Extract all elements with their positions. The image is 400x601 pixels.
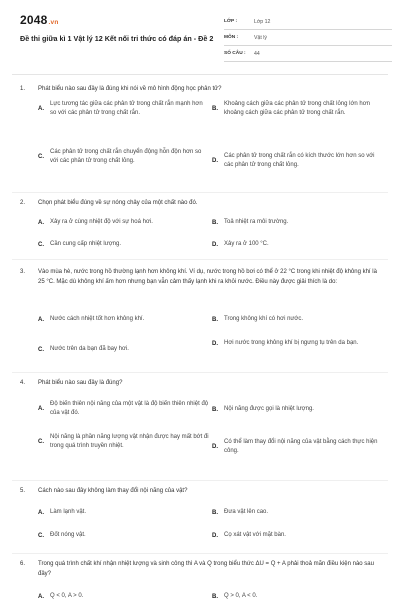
- option-label: A.: [38, 406, 44, 412]
- option-c[interactable]: [38, 531, 210, 540]
- option-text: Lực tương tác giữa các phân tử trong chất rắn mạnh hơn so với các phân tử trong chất rắn.: [50, 101, 203, 116]
- option-text: Khoảng cách giữa các phân tử trong chất lỏng lớn hơn khoảng cách giữa các phân tử trong chất rắn.: [224, 101, 370, 116]
- question-text: [20, 267, 380, 287]
- option-label: B.: [212, 406, 218, 413]
- question-6: [20, 559, 380, 600]
- question-number: 6.: [20, 561, 26, 567]
- option-b[interactable]: [212, 405, 380, 414]
- option-text: Hơi nước trong không khí bị ngưng tụ trên da bạn.: [224, 340, 359, 346]
- question-text: [20, 486, 380, 496]
- option-text: Toả nhiệt ra môi trường.: [224, 219, 289, 225]
- option-label: B.: [212, 593, 218, 600]
- option-b[interactable]: [212, 315, 380, 324]
- option-text: Độ biến thiên nội năng của một vật là độ biến thiên nhiệt độ của vật đó.: [50, 401, 209, 416]
- option-text: Có thể làm thay đổi nội năng của vật bằng cách thực hiện công.: [224, 439, 378, 454]
- option-c[interactable]: [38, 433, 210, 451]
- meta-label: SỐ CÂU :: [224, 51, 246, 56]
- question-text: [20, 378, 380, 388]
- question-4: [20, 378, 380, 454]
- option-label: C.: [38, 241, 44, 248]
- question-3: [20, 267, 380, 353]
- option-text: Trong không khí có hơi nước.: [224, 316, 304, 322]
- question-5: [20, 486, 380, 539]
- question-number: 2.: [20, 200, 26, 206]
- option-label: C.: [38, 439, 44, 445]
- meta-row-subject: [224, 30, 392, 46]
- option-label: B.: [212, 316, 218, 323]
- question-stem: Phát biểu nào sau đây là đúng?: [38, 380, 123, 386]
- question-number: 4.: [20, 380, 26, 386]
- question-stem: Trong quá trình chất khí nhận nhiệt lượng và sinh công thì A và Q trong biểu thức ΔU = Q + A phải thoả mãn điều kiện nào sau đây?: [38, 561, 374, 577]
- question-divider: [12, 259, 388, 260]
- meta-value: Lớp 12: [254, 18, 271, 25]
- question-divider: [12, 372, 388, 373]
- logo-tld: .vn: [48, 19, 59, 26]
- question-number: 3.: [20, 269, 26, 275]
- question-number: 5.: [20, 488, 26, 494]
- question-number: 1.: [20, 86, 26, 92]
- meta-label: MÔN :: [224, 35, 239, 40]
- option-b[interactable]: [212, 100, 380, 118]
- option-d[interactable]: [212, 531, 380, 540]
- question-text: [20, 84, 380, 94]
- question-divider: [12, 553, 388, 554]
- option-text: Đốt nóng vật.: [50, 532, 86, 538]
- option-text: Xảy ra ở 100 °C.: [224, 241, 269, 247]
- option-text: Nội năng là phần năng lượng vật nhận được hay mất bớt đi trong quá trình truyền nhiệt.: [50, 434, 209, 449]
- question-text: [20, 559, 380, 579]
- option-label: C.: [38, 532, 44, 539]
- option-a[interactable]: [38, 315, 210, 324]
- question-stem: Chọn phát biểu đúng về sự nóng chảy của một chất nào đó.: [38, 200, 198, 206]
- exam-meta: [224, 14, 392, 62]
- option-label: A.: [38, 316, 44, 323]
- question-divider: [12, 192, 388, 193]
- option-text: Cần cung cấp nhiệt lượng.: [50, 241, 121, 247]
- option-label: D.: [212, 532, 218, 539]
- option-text: Nội năng được gọi là nhiệt lượng.: [224, 406, 314, 412]
- option-label: C.: [38, 154, 44, 160]
- option-text: Các phân tử trong chất rắn chuyển động hỗn độn hơn so với các phân tử trong chất lỏng.: [50, 149, 202, 164]
- option-d[interactable]: [212, 339, 380, 348]
- header: [0, 0, 400, 62]
- option-label: B.: [212, 106, 218, 112]
- option-a[interactable]: [38, 400, 210, 418]
- option-text: Nước cách nhiệt tốt hơn không khí.: [50, 316, 145, 322]
- option-text: Xảy ra ở cùng nhiệt độ với sự hoá hơi.: [50, 219, 153, 225]
- option-c[interactable]: [38, 148, 210, 166]
- option-label: D.: [212, 158, 218, 164]
- meta-label: LỚP :: [224, 19, 238, 24]
- option-a[interactable]: [38, 100, 210, 118]
- meta-row-count: [224, 46, 392, 62]
- site-logo[interactable]: [20, 13, 59, 27]
- option-text: Q > 0, A < 0.: [224, 593, 258, 599]
- option-label: D.: [212, 340, 218, 347]
- option-c[interactable]: [38, 240, 210, 249]
- option-text: Nước trên da bạn đã bay hơi.: [50, 346, 129, 352]
- option-b[interactable]: [212, 218, 380, 227]
- meta-value: 44: [254, 50, 260, 57]
- option-label: B.: [212, 219, 218, 226]
- option-d[interactable]: [212, 152, 380, 170]
- question-1: [20, 84, 380, 168]
- meta-value: Vật lý: [254, 34, 267, 41]
- option-b[interactable]: [212, 508, 380, 517]
- option-c[interactable]: [38, 345, 210, 354]
- option-text: Các phân tử trong chất rắn có kích thước lớn hơn so với các phân tử trong chất lỏng.: [224, 153, 375, 168]
- option-d[interactable]: [212, 438, 380, 456]
- question-stem: Phát biểu nào sau đây là đúng khi nói về mô hình động học phân tử?: [38, 86, 222, 92]
- option-label: D.: [212, 241, 218, 248]
- option-a[interactable]: [38, 508, 210, 517]
- question-divider: [12, 480, 388, 481]
- option-text: Cọ xát vật với mặt bàn.: [224, 532, 286, 538]
- option-text: Làm lạnh vật.: [50, 509, 87, 515]
- meta-row-class: [224, 14, 392, 30]
- question-text: [20, 198, 380, 208]
- option-d[interactable]: [212, 240, 380, 249]
- question-stem: Vào mùa hè, nước trong hồ thường lạnh hơn không khí. Ví dụ, nước trong hồ bơi có thể ở 22 °C trong khi nhiệt độ không khí là 25 °C. Mặc dù không khí ấm hơn nhưng bạn vẫn cảm thấy lạnh khi ra khỏi nước. Điều này được giải thích là do:: [38, 269, 377, 285]
- option-text: Q < 0, A > 0.: [50, 593, 84, 599]
- question-2: [20, 198, 380, 248]
- logo-brand: 2048: [20, 13, 48, 27]
- option-label: A.: [38, 509, 44, 516]
- header-divider: [12, 74, 388, 75]
- option-label: A.: [38, 219, 44, 226]
- option-label: A.: [38, 593, 44, 600]
- option-text: Đưa vật lên cao.: [224, 509, 269, 515]
- option-label: A.: [38, 106, 44, 112]
- question-stem: Cách nào sau đây không làm thay đổi nội năng của vật?: [38, 488, 188, 494]
- option-label: D.: [212, 444, 218, 450]
- option-a[interactable]: [38, 218, 210, 227]
- option-label: C.: [38, 346, 44, 353]
- option-label: B.: [212, 509, 218, 516]
- exam-title: Đề thi giữa kì 1 Vật lý 12 Kết nối tri thức có đáp án - Đề 2: [20, 34, 214, 43]
